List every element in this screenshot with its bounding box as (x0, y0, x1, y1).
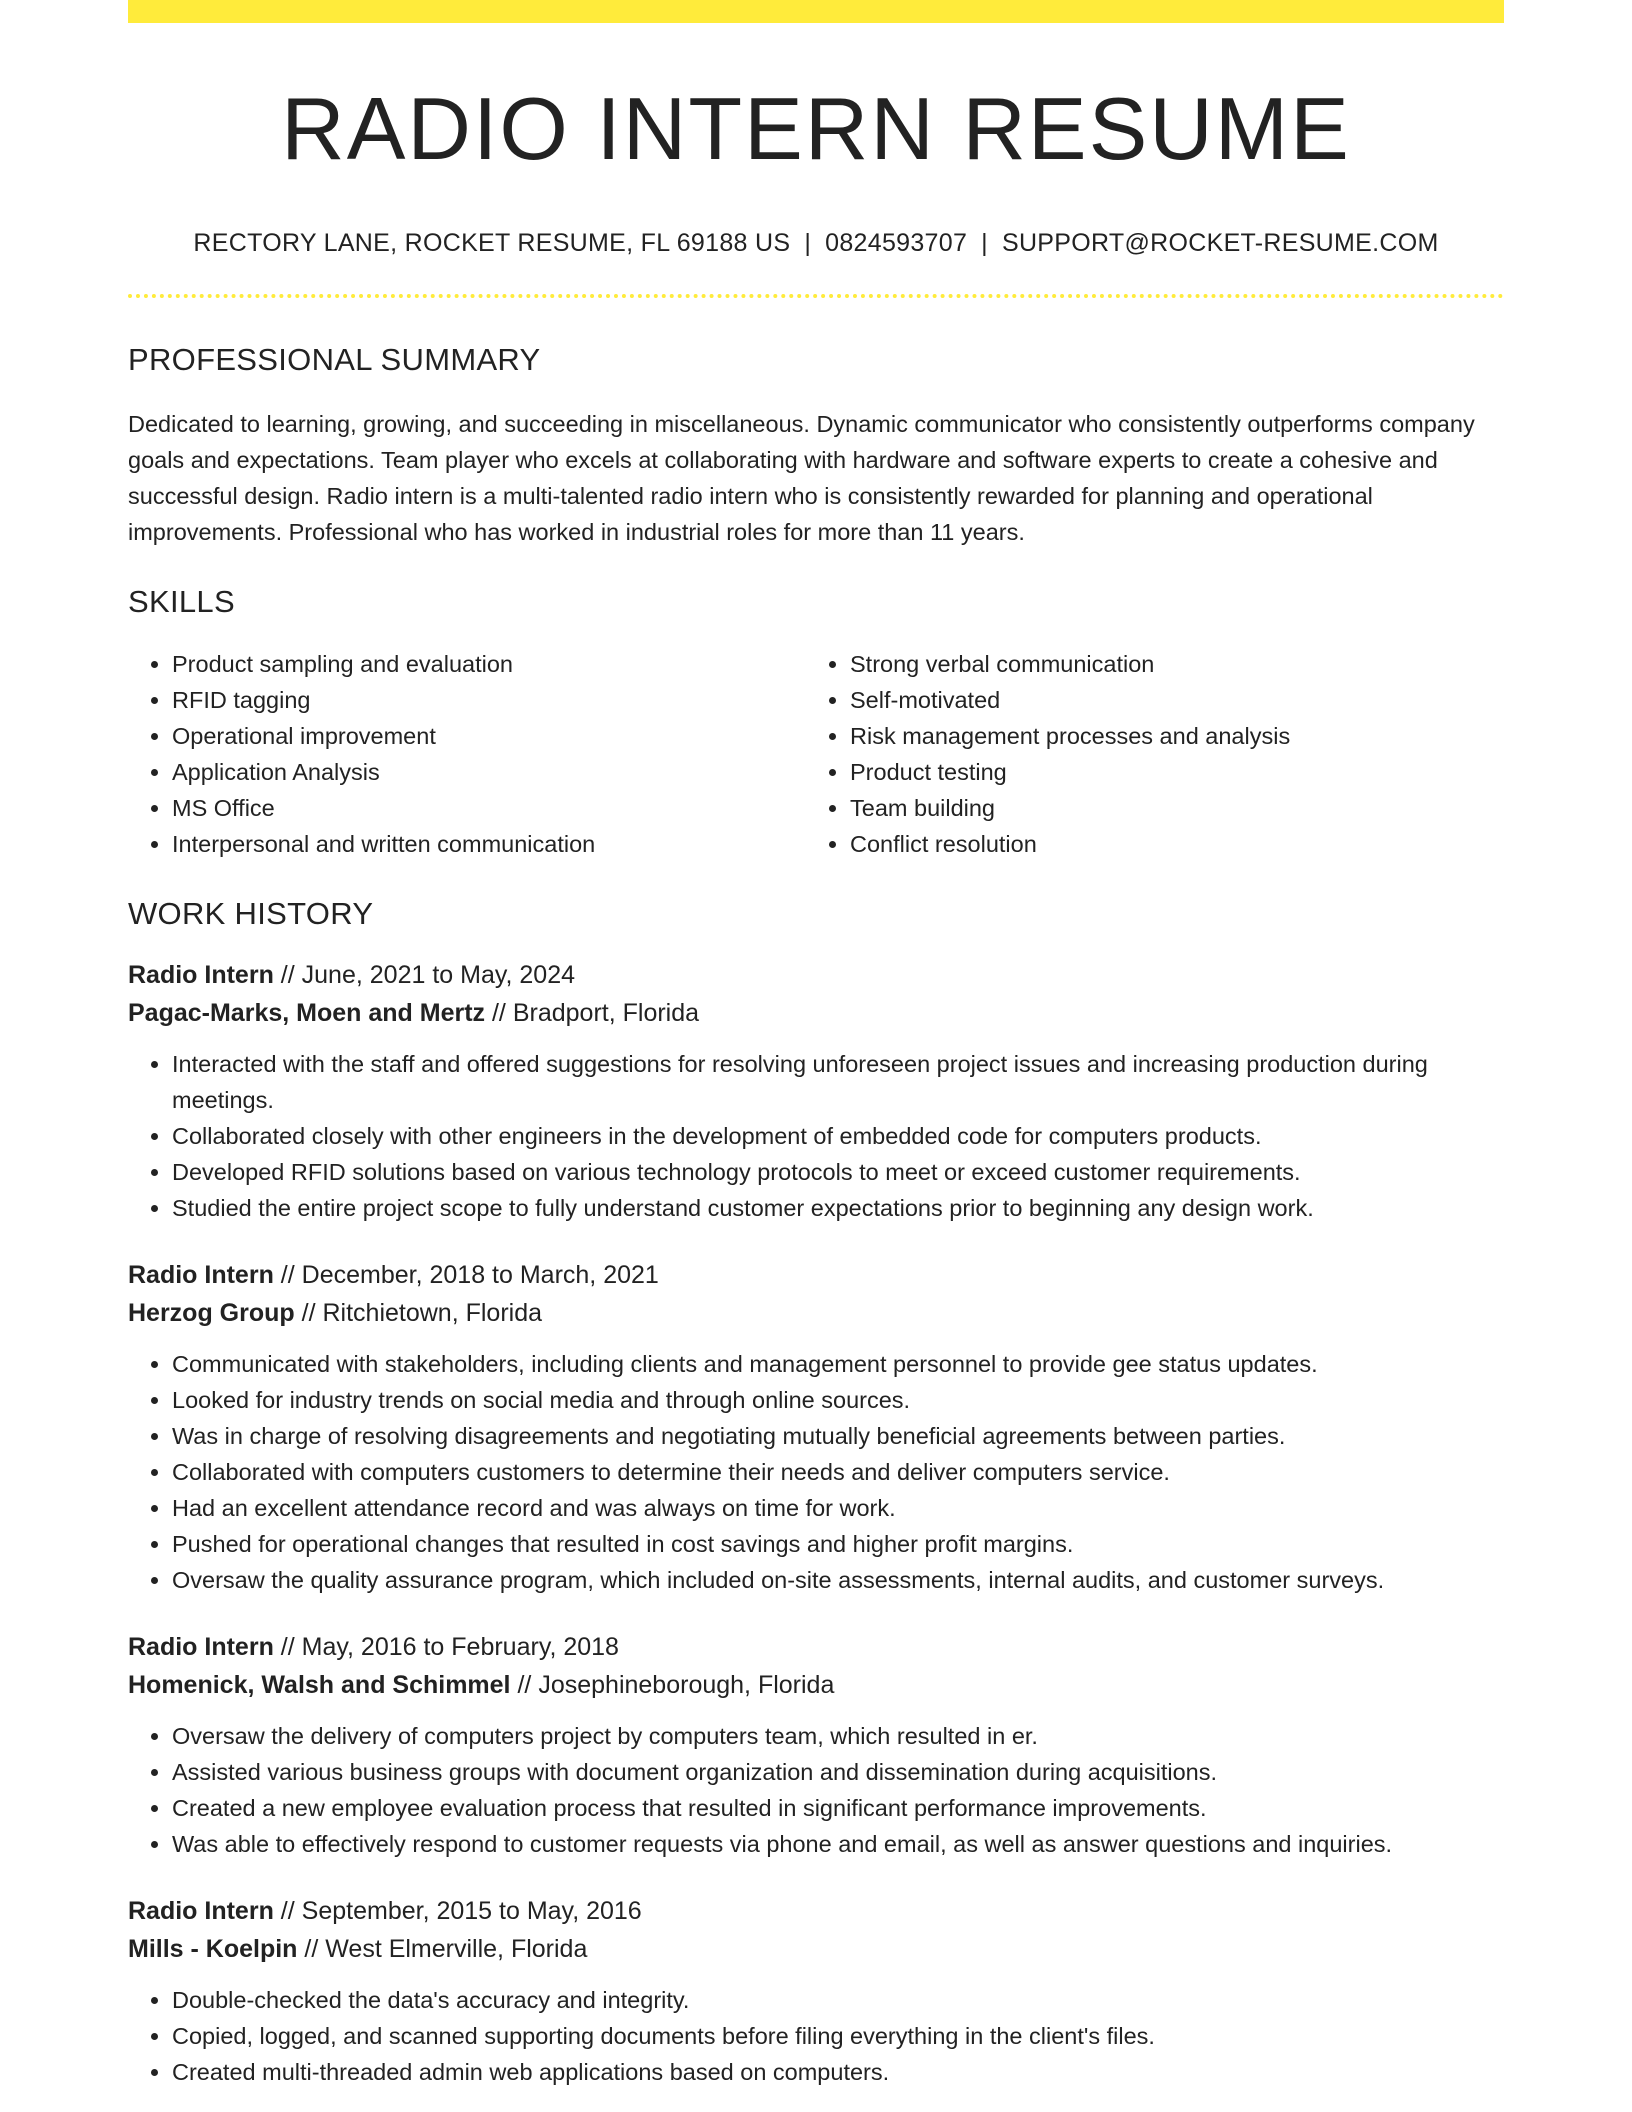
job-bullet: • Communicated with stakeholders, including clients and management personnel to provide gee status updates. (172, 1346, 1504, 1382)
job-dates: December, 2018 to March, 2021 (301, 1261, 659, 1290)
job-bullets (128, 1718, 1504, 1862)
job-dates: May, 2016 to February, 2018 (301, 1633, 619, 1662)
job-entry (128, 956, 1504, 1226)
contact-line (128, 229, 1504, 258)
job-role: Radio Intern (128, 1633, 274, 1662)
work-history-heading: WORK HISTORY (128, 896, 374, 932)
job-entry (128, 1892, 1504, 2090)
job-bullet: • Had an excellent attendance record and was always on time for work. (172, 1490, 1504, 1526)
job-role: Radio Intern (128, 961, 274, 990)
job-bullets (128, 1046, 1504, 1226)
job-company: Herzog Group (128, 1299, 295, 1328)
job-bullet: • Oversaw the delivery of computers project by computers team, which resulted in er. (172, 1718, 1504, 1754)
job-separator: // (280, 961, 295, 990)
skill-item: • MS Office (172, 790, 806, 826)
job-company: Mills - Koelpin (128, 1935, 298, 1964)
job-dates: June, 2021 to May, 2024 (301, 961, 575, 990)
job-location: Bradport, Florida (512, 999, 700, 1028)
skills-heading: SKILLS (128, 584, 235, 620)
job-separator: // (304, 1935, 319, 1964)
contact-separator: | (804, 229, 812, 258)
job-bullet: • Created a new employee evaluation process that resulted in significant performance improvements. (172, 1790, 1504, 1826)
job-separator: // (280, 1897, 295, 1926)
job-company-line (128, 994, 1504, 1032)
address: RECTORY LANE, ROCKET RESUME, FL 69188 US (193, 229, 791, 258)
dotted-divider (128, 294, 1504, 298)
job-bullet: • Looked for industry trends on social media and through online sources. (172, 1382, 1504, 1418)
job-bullet: • Oversaw the quality assurance program, which included on-site assessments, internal audits, and customer surveys. (172, 1562, 1504, 1598)
skill-item: • Strong verbal communication (850, 646, 1450, 682)
job-company-line (128, 1666, 1504, 1704)
job-bullet: • Pushed for operational changes that resulted in cost savings and higher profit margins. (172, 1526, 1504, 1562)
job-separator: // (280, 1633, 295, 1662)
job-bullet: • Assisted various business groups with document organization and dissemination during acquisitions. (172, 1754, 1504, 1790)
job-separator: // (280, 1261, 295, 1290)
skill-item: • Application Analysis (172, 754, 806, 790)
job-location: West Elmerville, Florida (325, 1935, 588, 1964)
skill-item: • Conflict resolution (850, 826, 1450, 862)
job-separator: // (517, 1671, 532, 1700)
job-role-line (128, 1892, 1504, 1930)
contact-separator: | (981, 229, 988, 258)
job-bullets (128, 1982, 1504, 2090)
skill-item: • Interpersonal and written communication (172, 826, 806, 862)
job-bullet: • Collaborated closely with other engineers in the development of embedded code for computers products. (172, 1118, 1504, 1154)
job-company-line (128, 1930, 1504, 1968)
job-bullet: • Was in charge of resolving disagreements and negotiating mutually beneficial agreements between parties. (172, 1418, 1504, 1454)
job-location: Josephineborough, Florida (538, 1671, 835, 1700)
skill-item: • Risk management processes and analysis (850, 718, 1450, 754)
job-role-line (128, 1628, 1504, 1666)
job-role: Radio Intern (128, 1261, 274, 1290)
job-company-line (128, 1294, 1504, 1332)
job-separator: // (301, 1299, 316, 1328)
job-bullet: • Copied, logged, and scanned supporting documents before filing everything in the client's files. (172, 2018, 1504, 2054)
job-bullet: • Developed RFID solutions based on various technology protocols to meet or exceed customer requirements. (172, 1154, 1504, 1190)
skill-item: • RFID tagging (172, 682, 806, 718)
job-entry (128, 1628, 1504, 1862)
skill-item: • Product sampling and evaluation (172, 646, 806, 682)
job-company: Homenick, Walsh and Schimmel (128, 1671, 511, 1700)
job-bullet: • Created multi-threaded admin web applications based on computers. (172, 2054, 1504, 2090)
job-entry (128, 1256, 1504, 1598)
job-bullet: • Double-checked the data's accuracy and integrity. (172, 1982, 1504, 2018)
phone: 0824593707 (825, 229, 968, 258)
resume-page (128, 0, 1504, 2090)
skill-item: • Operational improvement (172, 718, 806, 754)
job-dates: September, 2015 to May, 2016 (301, 1897, 642, 1926)
skills-column-right (806, 646, 1450, 862)
job-bullet: • Collaborated with computers customers to determine their needs and deliver computers service. (172, 1454, 1504, 1490)
skill-item: • Team building (850, 790, 1450, 826)
job-separator: // (491, 999, 506, 1028)
skill-item: • Self-motivated (850, 682, 1450, 718)
email-link[interactable]: SUPPORT@ROCKET-RESUME.COM (1001, 229, 1439, 258)
job-location: Ritchietown, Florida (322, 1299, 543, 1328)
job-role-line (128, 1256, 1504, 1294)
job-company: Pagac-Marks, Moen and Mertz (128, 999, 486, 1028)
job-bullet: • Studied the entire project scope to fully understand customer expectations prior to beginning any design work. (172, 1190, 1504, 1226)
job-bullet: • Was able to effectively respond to customer requests via phone and email, as well as answer questions and inquiries. (172, 1826, 1504, 1862)
skill-item: • Product testing (850, 754, 1450, 790)
summary-heading: PROFESSIONAL SUMMARY (128, 342, 541, 378)
job-bullet: • Interacted with the staff and offered suggestions for resolving unforeseen project issues and increasing production during meetings. (172, 1046, 1504, 1118)
job-role-line (128, 956, 1504, 994)
skills-column-left (128, 646, 806, 862)
job-bullets (128, 1346, 1504, 1598)
skills-list (128, 646, 1504, 862)
accent-bar (128, 0, 1504, 23)
resume-title: RADIO INTERN RESUME (281, 79, 1351, 178)
job-role: Radio Intern (128, 1897, 274, 1926)
summary-text: Dedicated to learning, growing, and succeeding in miscellaneous. Dynamic communicator who consistently outperforms company goals and expectations. Team player who excels at collaborating with hardware and software experts to create a cohesive and successful design. Radio intern is a multi-talented radio intern who is consistently rewarded for planning and operational improvements. Professional who has worked in industrial roles for more than 11 years. (128, 411, 1475, 546)
